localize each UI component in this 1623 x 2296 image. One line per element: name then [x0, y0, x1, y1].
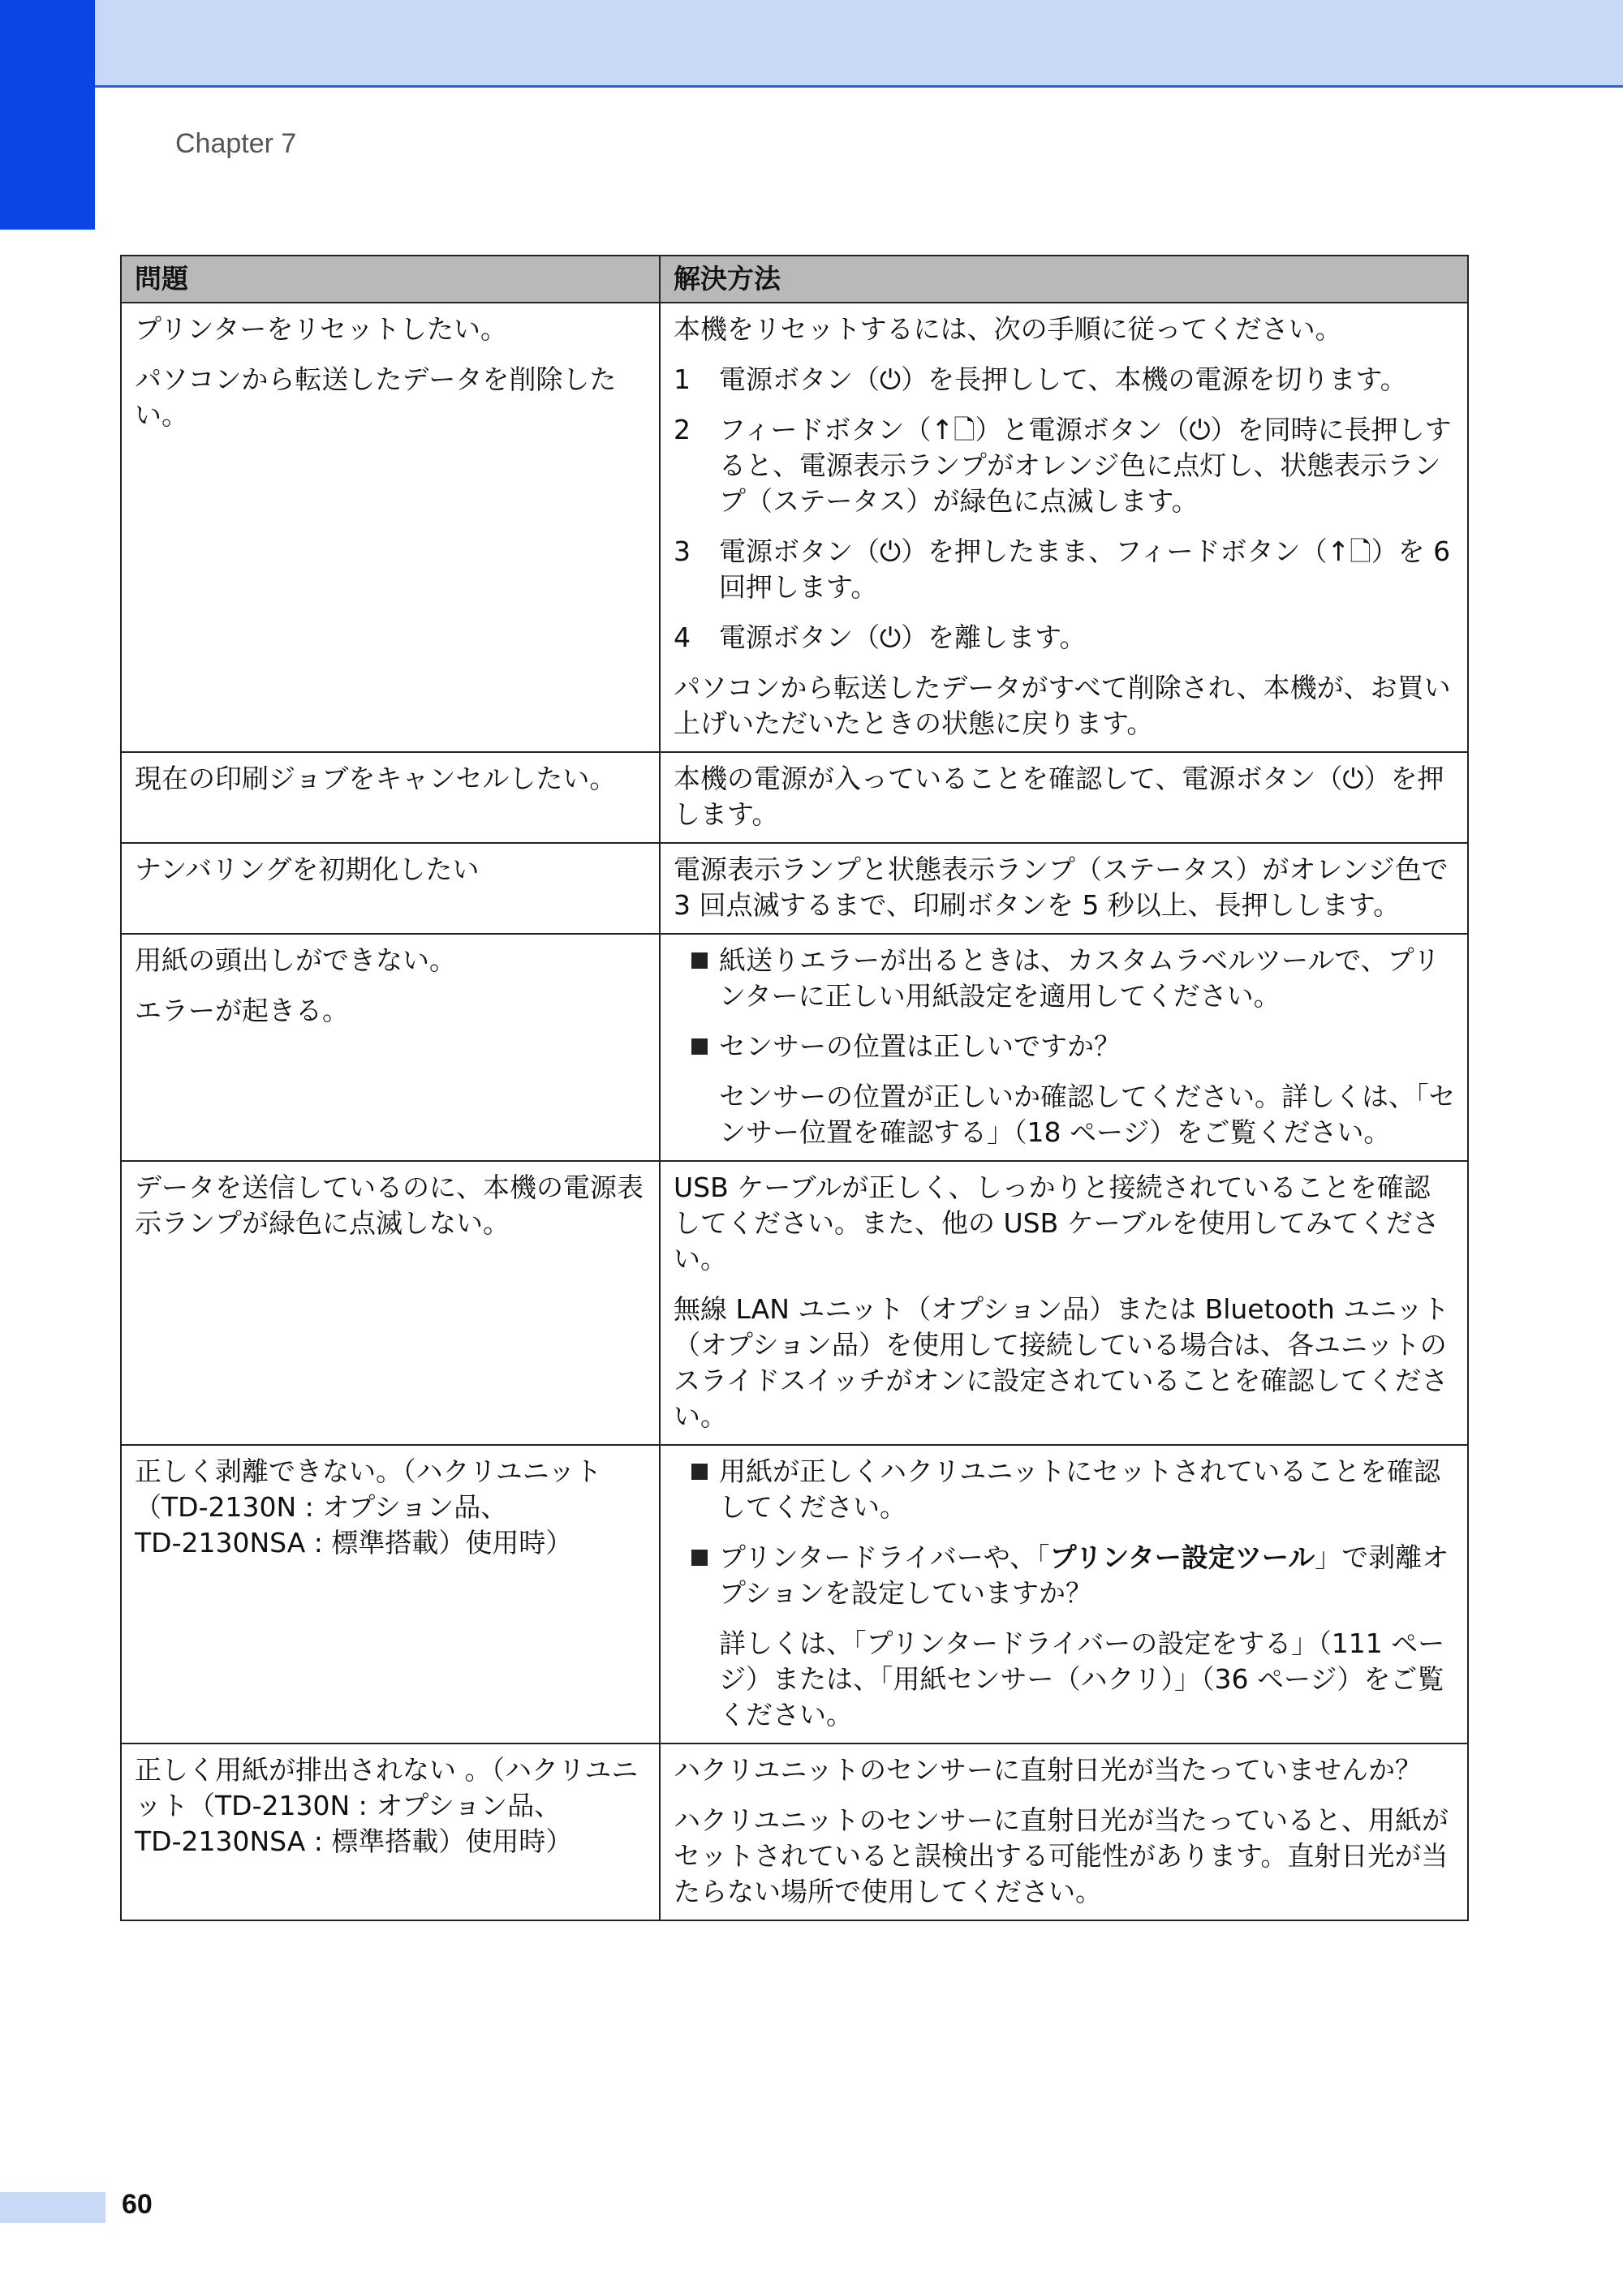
solution-text: 本機の電源が入っていることを確認して、電源ボタン（⏻）を押します。 [674, 763, 1444, 830]
bullet-text: 用紙が正しくハクリユニットにセットされていることを確認してください。 [719, 1455, 1441, 1523]
problem-cell [121, 934, 660, 1161]
square-bullet-icon [674, 1454, 719, 1525]
bullet-text [719, 1540, 1456, 1611]
problem-text: 正しく剥離できない。（ハクリユニット（TD-2130N : オプション品、 [135, 1455, 602, 1523]
square-bullet-icon [674, 1029, 719, 1064]
solution-text: パソコンから転送したデータがすべて削除され、本機が、お買い上げいただいたときの状態に戻ります。 [674, 672, 1451, 739]
problem-text: プリンターをリセットしたい。 [135, 313, 508, 345]
page-number-bar [0, 2192, 105, 2223]
solution-column-header: 解決方法 [660, 256, 1468, 303]
solution-cell [660, 303, 1468, 752]
step-item [674, 620, 1456, 656]
solution-text: 無線 LAN ユニット（オプション品）または Bluetooth ユニット（オプション品）を使用して接続している場合は、各ユニットのスライドスイッチがオンに設定されていることを確認してください。 [674, 1293, 1449, 1432]
step-item [674, 534, 1456, 605]
step-item [674, 362, 1456, 398]
table-row [121, 1445, 1468, 1743]
bullet-text: センサーの位置は正しいですか？ [719, 1030, 1121, 1062]
problem-cell [121, 843, 660, 934]
bullet-item [674, 1029, 1456, 1064]
chapter-tab [0, 0, 95, 230]
step-number: 1 [674, 363, 691, 395]
step-number: 2 [674, 414, 691, 445]
problem-text: ナンバリングを初期化したい [135, 853, 480, 885]
solution-cell [660, 934, 1468, 1161]
problem-text: 現在の印刷ジョブをキャンセルしたい。 [135, 763, 617, 794]
problem-text: データを送信しているのに、本機の電源表示ランプが緑色に点滅しない。 [135, 1172, 644, 1239]
problem-text: TD-2130NSA : 標準搭載）使用時） [135, 1527, 573, 1559]
header-band [0, 0, 1623, 88]
solution-cell [660, 752, 1468, 843]
bullet-detail: センサーの位置が正しいか確認してください。詳しくは、「センサー位置を確認する」（18 ページ）をご覧ください。 [719, 1081, 1456, 1148]
solution-text: 電源表示ランプと状態表示ランプ（ステータス）がオレンジ色で 3 回点滅するまで、印刷ボタンを 5 秒以上、長押しします。 [674, 853, 1449, 921]
problem-cell [121, 1743, 660, 1920]
bullet-item [674, 943, 1456, 1014]
step-number: 3 [674, 535, 691, 567]
troubleshooting-table [120, 255, 1469, 1921]
solution-text: ハクリユニットのセンサーに直射日光が当たっていると、用紙がセットされていると誤検出する可能性があります。直射日光が当たらない場所で使用してください。 [674, 1804, 1449, 1907]
solution-cell [660, 843, 1468, 934]
solution-text: 本機をリセットするには、次の手順に従ってください。 [674, 313, 1342, 345]
problem-cell [121, 303, 660, 752]
problem-text: エラーが起きる。 [135, 995, 349, 1026]
solution-text: USB ケーブルが正しく、しっかりと接続されていることを確認してください。また、他の USB ケーブルを使用してみてください。 [674, 1172, 1440, 1275]
solution-cell [660, 1743, 1468, 1920]
chapter-label: Chapter 7 [175, 128, 297, 159]
step-number: 4 [674, 621, 691, 653]
bullet-item [674, 1454, 1456, 1525]
solution-text: ハクリユニットのセンサーに直射日光が当たっていませんか？ [674, 1754, 1423, 1786]
problem-text: TD-2130NSA : 標準搭載）使用時） [135, 1825, 573, 1857]
page-number: 60 [122, 2189, 153, 2220]
problem-text: 用紙の頭出しができない。 [135, 944, 456, 976]
table-row [121, 1743, 1468, 1920]
problem-text: 正しく用紙が排出されない 。（ハクリユニット（TD-2130N : オプション品、 [135, 1754, 639, 1821]
table-row [121, 843, 1468, 934]
bullet-text: 紙送りエラーが出るときは、カスタムラベルツールで、プリンターに正しい用紙設定を適用してください。 [719, 944, 1440, 1012]
problem-cell [121, 1161, 660, 1445]
solution-cell [660, 1161, 1468, 1445]
bullet-detail: 詳しくは、「プリンタードライバーの設定をする」（111 ページ）または、「用紙センサー（ハクリ）」（36 ページ）をご覧ください。 [719, 1627, 1445, 1731]
step-text: 電源ボタン（⏻）を長押しして、本機の電源を切ります。 [719, 363, 1407, 395]
table-row [121, 752, 1468, 843]
bullet-text-part: プリンタードライバーや、「 [719, 1541, 1050, 1573]
bullet-text-part: 」で剥離オプションを設定していますか？ [719, 1541, 1449, 1609]
step-item [674, 412, 1456, 519]
step-text: 電源ボタン（⏻）を離します。 [719, 621, 1087, 653]
problem-cell [121, 752, 660, 843]
step-text: フィードボタン（↑🗋）と電源ボタン（⏻）を同時に長押しすると、電源表示ランプがオレンジ色に点灯し、状態表示ランプ（ステータス）が緑色に点滅します。 [719, 414, 1452, 517]
table-row [121, 934, 1468, 1161]
step-text: 電源ボタン（⏻）を押したまま、フィードボタン（↑🗋）を 6 回押します。 [719, 535, 1451, 603]
square-bullet-icon [674, 943, 719, 1014]
square-bullet-icon [674, 1540, 719, 1611]
table-row [121, 1161, 1468, 1445]
bullet-item [674, 1540, 1456, 1611]
problem-cell [121, 1445, 660, 1743]
table-row [121, 303, 1468, 752]
problem-column-header: 問題 [121, 256, 660, 303]
problem-text: パソコンから転送したデータを削除したい。 [135, 363, 617, 431]
table-header-row [121, 256, 1468, 303]
tool-name-bold: プリンター設定ツール [1049, 1541, 1315, 1573]
solution-cell [660, 1445, 1468, 1743]
